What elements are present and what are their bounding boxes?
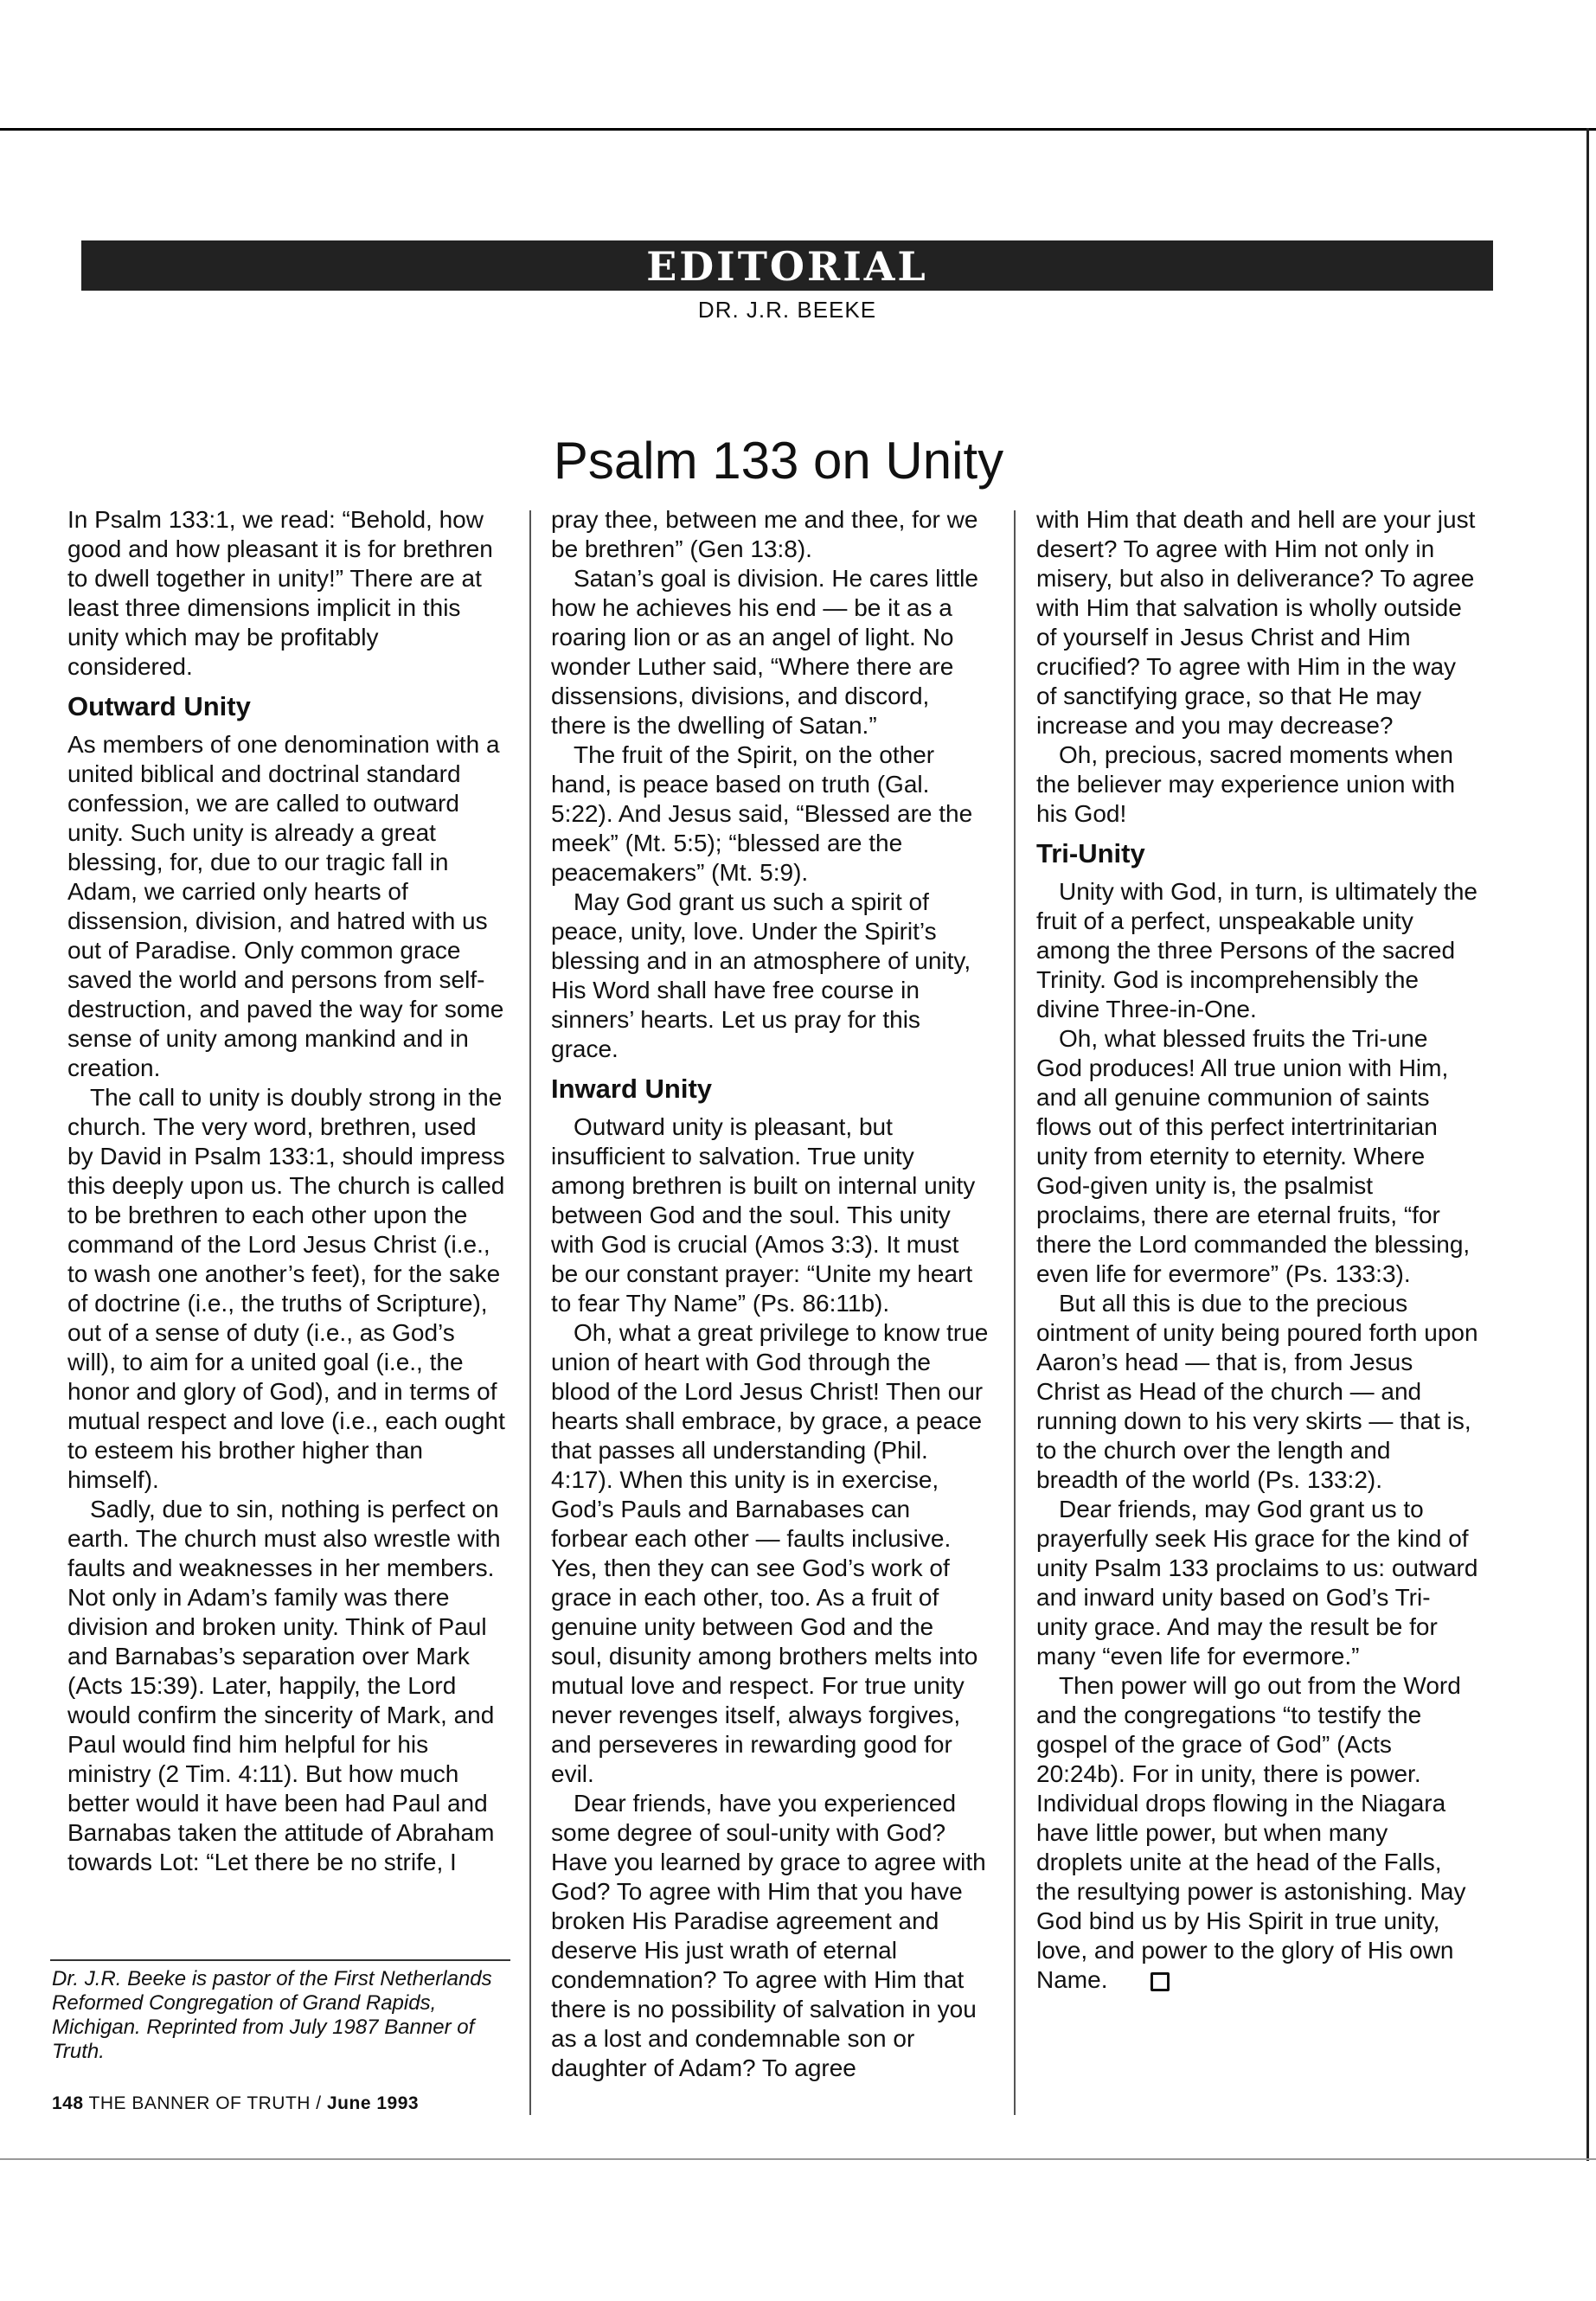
paragraph: But all this is due to the precious ointment of unity being poured forth upon Aaron’s head — that is, from Jesus Christ as Head of the church — and running down to his very skirts — that is, to the church over the length and breadth of the world (Ps. 133:2). <box>1036 1290 1478 1493</box>
paragraph: In Psalm 133:1, we read: “Behold, how good and how pleasant it is for brethren to dwell together in unity!” There are at least three dimensions implicit in this unity which may be profitably considered. <box>67 506 493 680</box>
paragraph: Outward unity is pleasant, but insufficient to salvation. True unity among brethren is built on internal unity between God and the soul. This unity with God is crucial (Amos 3:3). It must be our constant prayer: “Unite my heart to fear Thy Name” (Ps. 86:11b). <box>551 1113 976 1317</box>
paragraph: The fruit of the Spirit, on the other hand, is peace based on truth (Gal. 5:22). And Jesus said, “Blessed are the meek” (Mt. 5:5); “blessed are the peacemakers” (Mt. 5:9). <box>551 741 973 886</box>
paragraph: with Him that death and hell are your just desert? To agree with Him not only in misery, but also in deliverance? To agree with Him that salvation is wholly outside of yourself in Jesus Christ and Him crucified? To agree with Him in the way of sanctifying grace, so that He may increase and you may decrease? <box>1036 506 1476 739</box>
editorial-banner <box>81 240 1493 291</box>
author-byline: DR. J.R. BEEKE <box>697 297 877 323</box>
paragraph: pray thee, between me and thee, for we be brethren” (Gen 13:8). <box>551 506 978 562</box>
scan-edge-bottom <box>0 2158 1596 2160</box>
paragraph: Unity with God, in turn, is ultimately the fruit of a perfect, unspeakable unity among the three Persons of the sacred Trinity. God is incomprehensibly the divine Three-in-One. <box>1036 878 1477 1022</box>
article-title: Psalm 133 on Unity <box>553 432 1004 490</box>
paragraph: Dear friends, have you experienced some degree of soul-unity with God? Have you learned by grace to agree with God? To agree with Him that you have broken His Paradise agreement and deserve His just wrath of eternal condemnation? To agree with Him that there is no possibility of salvation in you as a lost and condemnable son or daughter of Adam? To agree <box>551 1790 986 2081</box>
column-1 <box>67 505 507 1877</box>
paragraph: As members of one denomination with a united biblical and doctrinal standard confession, we are called to outward unity. Such unity is already a great blessing, for, due to our tragic fall in Adam, we carried only hearts of dissension, division, and hatred with us out of Paradise. Only common grace saved the world and persons from self-destruction, and paved the way for some sense of unity among mankind and in creation. <box>67 731 504 1081</box>
column-3 <box>1036 505 1479 1995</box>
publication-name: THE BANNER OF TRUTH / <box>88 2093 322 2113</box>
issue-date: June 1993 <box>326 2093 420 2113</box>
paragraph-text: Then power will go out from the Word and the congregations “to testify the gospel of the grace of God” (Acts 20:24b). For in unity, there is power. Individual drops flowing in the Niagara have little power, but when many droplets unite at the head of the Falls, the resultying power is astonishing. May God bind us by His Spirit in true unity, love, and power to the glory of His own Name. <box>1036 1672 1466 1993</box>
scan-edge-top <box>0 128 1596 131</box>
author-note-text: Dr. J.R. Beeke is pastor of the First Netherlands Reformed Congregation of Grand Rapids, Michigan. Reprinted from July 1987 Banner of Truth. <box>52 1967 492 2063</box>
column-divider <box>1014 510 1016 2115</box>
paragraph: Sadly, due to sin, nothing is perfect on earth. The church must also wrestle with faults and weaknesses in her members. Not only in Adam’s family was there division and broken unity. Think of Paul and Barnabas’s separation over Mark (Acts 15:39). Later, happily, the Lord would confirm the sincerity of Mark, and Paul would find him helpful for his ministry (2 Tim. 4:11). But how much better would it have been had Paul and Barnabas taken the attitude of Abraham towards Lot: “Let there be no strife, I <box>67 1496 501 1875</box>
section-heading-inward-unity: Inward Unity <box>551 1074 713 1104</box>
page-number: 148 <box>52 2093 84 2113</box>
section-heading-outward-unity: Outward Unity <box>67 691 251 721</box>
end-mark-icon <box>1151 1972 1170 1991</box>
column-2 <box>551 505 990 2083</box>
paragraph: Dear friends, may God grant us to prayerfully seek His grace for the kind of unity Psalm 133 proclaims to us: outward and inward unity based on God’s Tri-unity grace. And may the result be for many “even life for evermore.” <box>1036 1496 1478 1670</box>
paragraph: Satan’s goal is division. He cares little how he achieves his end — be it as a roaring lion or as an angel of light. No wonder Luther said, “Where there are dissensions, divisions, and discord, there is the dwelling of Satan.” <box>551 565 978 739</box>
section-title: EDITORIAL <box>646 243 928 290</box>
paragraph: Oh, what a great privilege to know true union of heart with God through the blood of the Lord Jesus Christ! Then our hearts shall embrace, by grace, a peace that passes all understanding (Phil. 4:17). When this unity is in exercise, God’s Pauls and Barnabases can forbear each other — faults inclusive. Yes, then they can see God’s work of grace in each other, too. As a fruit of genuine unity between God and the soul, disunity among brothers melts into mutual love and respect. For true unity never revenges itself, always forgives, and perseveres in rewarding good for evil. <box>551 1319 989 1787</box>
author-note <box>52 1967 510 2064</box>
column-divider <box>529 510 531 2115</box>
scan-edge-right <box>1586 128 1589 2161</box>
section-heading-tri-unity: Tri-Unity <box>1036 838 1145 868</box>
page-footer <box>52 2093 571 2114</box>
paragraph: May God grant us such a spirit of peace, unity, love. Under the Spirit’s blessing and in an atmosphere of unity, His Word shall have free course in sinners’ hearts. Let us pray for this grace. <box>551 888 971 1062</box>
footnote-rule <box>50 1959 510 1961</box>
paragraph: Oh, what blessed fruits the Tri-une God produces! All true union with Him, and all genuine communion of saints flows out of this perfect intertrinitarian unity from eternity to eternity. Where God-given unity is, the psalmist proclaims, there are eternal fruits, “for there the Lord commanded the blessing, even life for evermore” (Ps. 133:3). <box>1036 1025 1471 1287</box>
paragraph: Oh, precious, sacred moments when the believer may experience union with his God! <box>1036 741 1456 827</box>
paragraph: The call to unity is doubly strong in the church. The very word, brethren, used by David in Psalm 133:1, should impress this deeply upon us. The church is called to be brethren to each other upon the command of the Lord Jesus Christ (i.e., to wash one another’s feet), for the sake of doctrine (i.e., the truths of Scripture), out of a sense of duty (i.e., as God’s will), to aim for a united goal (i.e., the honor and glory of God), and in terms of mutual respect and love (i.e., each ought to esteem his brother higher than himself). <box>67 1084 505 1493</box>
paragraph-last <box>1036 1671 1479 1995</box>
